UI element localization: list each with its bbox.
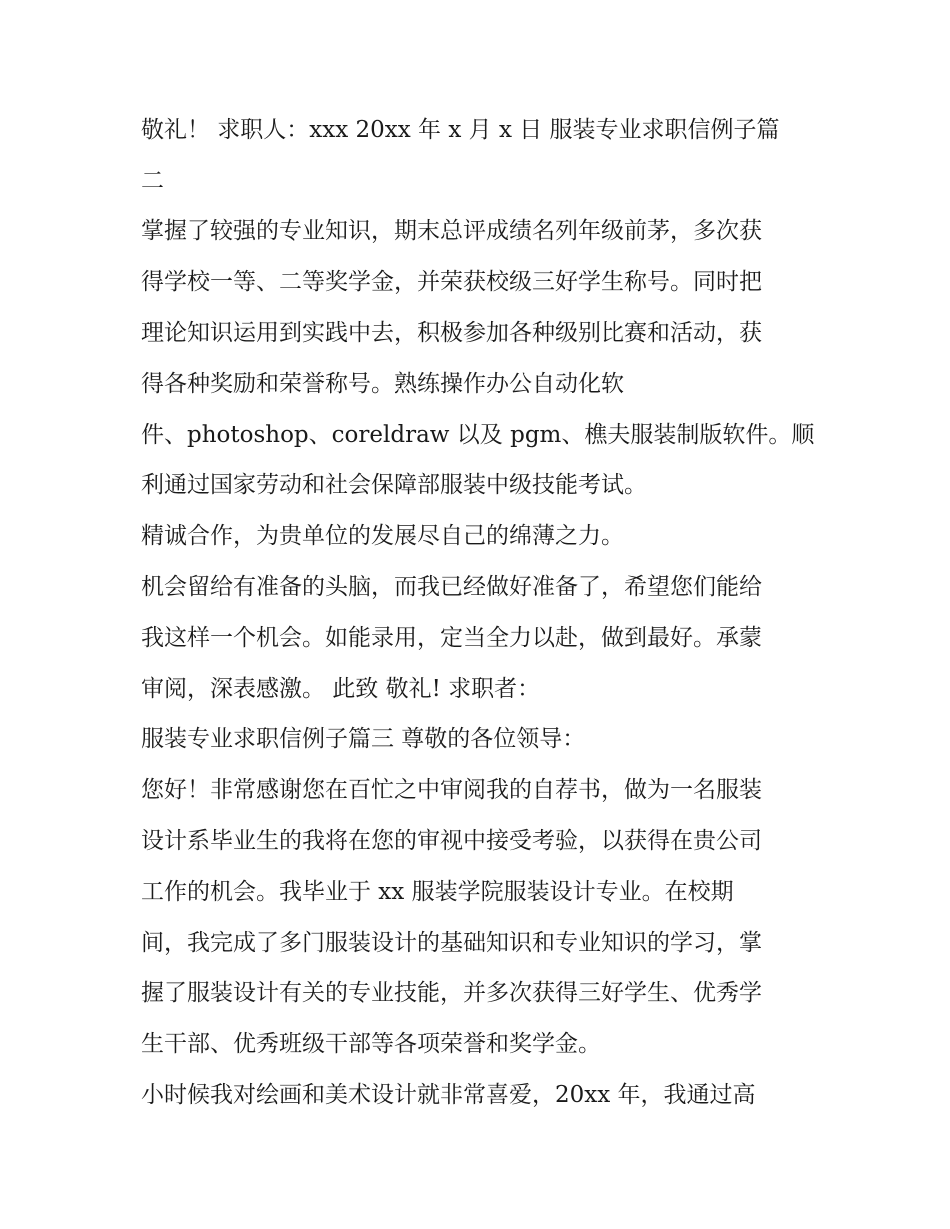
text-line: 掌握了较强的专业知识，期末总评成绩名列年级前茅，多次获 xyxy=(141,218,762,244)
text-line: 您好！非常感谢您在百忙之中审阅我的自荐书，做为一名服装 xyxy=(141,777,762,803)
text-line: 精诚合作，为贵单位的发展尽自己的绵薄之力。 xyxy=(141,523,624,549)
text-line: 服装专业求职信例子篇三 尊敬的各位领导： xyxy=(141,726,586,752)
text-line: 工作的机会。我毕业于 xx 服装学院服装设计专业。在校期 xyxy=(141,879,734,905)
text-line: 我这样一个机会。如能录用，定当全力以赴，做到最好。承蒙 xyxy=(141,625,762,651)
text-line: 理论知识运用到实践中去，积极参加各种级别比赛和活动，获 xyxy=(141,320,762,346)
text-line: 握了服装设计有关的专业技能，并多次获得三好学生、优秀学 xyxy=(141,980,762,1006)
text-line: 设计系毕业生的我将在您的审视中接受考验，以获得在贵公司 xyxy=(141,828,762,854)
text-line: 机会留给有准备的头脑，而我已经做好准备了，希望您们能给 xyxy=(141,574,762,600)
text-line: 利通过国家劳动和社会保障部服装中级技能考试。 xyxy=(141,472,647,498)
text-line: 二 xyxy=(141,168,164,194)
text-line: 小时候我对绘画和美术设计就非常喜爱，20xx 年，我通过高 xyxy=(141,1082,756,1108)
text-line: 件、photoshop、coreldraw 以及 pgm、樵夫服装制版软件。顺 xyxy=(141,422,815,448)
text-line: 生干部、优秀班级干部等各项荣誉和奖学金。 xyxy=(141,1031,601,1057)
text-line: 得各种奖励和荣誉称号。熟练操作办公自动化软 xyxy=(141,371,624,397)
text-line: 敬礼！ 求职人：xxx 20xx 年 x 月 x 日 服装专业求职信例子篇 xyxy=(141,117,780,143)
text-line: 得学校一等、二等奖学金，并荣获校级三好学生称号。同时把 xyxy=(141,269,762,295)
text-line: 间，我完成了多门服装设计的基础知识和专业知识的学习，掌 xyxy=(141,930,762,956)
text-line: 审阅，深表感激。 此致 敬礼! 求职者： xyxy=(141,676,541,702)
